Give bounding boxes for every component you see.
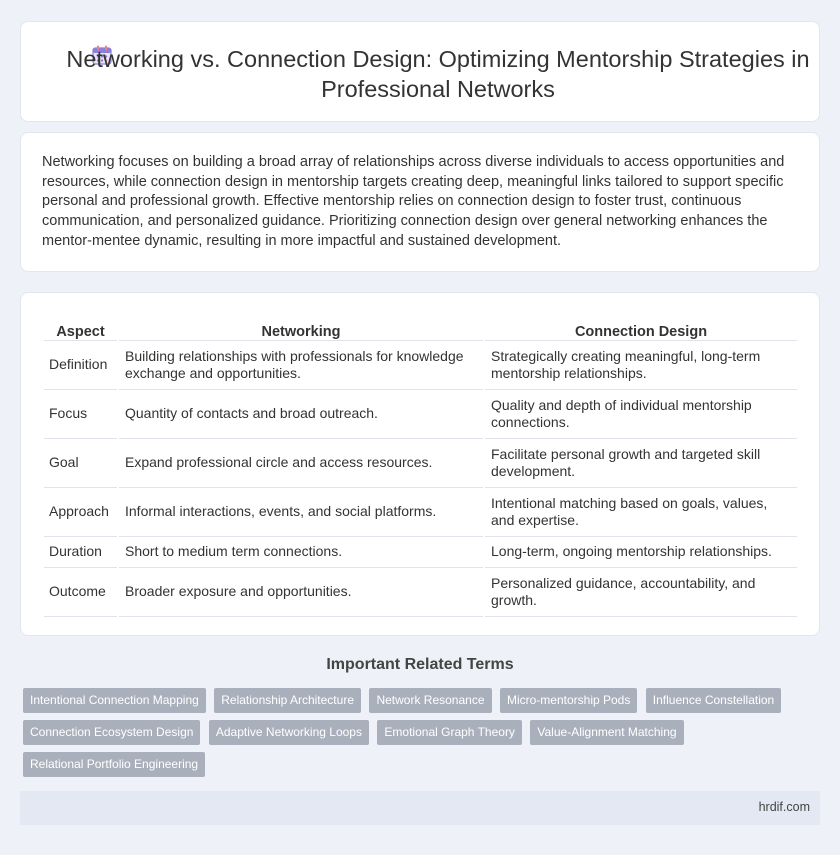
table-row	[44, 568, 797, 617]
cell-aspect: Outcome	[44, 568, 117, 617]
related-term-tag[interactable]: Network Resonance	[369, 688, 491, 713]
table-row	[44, 488, 797, 537]
related-terms-heading: Important Related Terms	[326, 656, 514, 673]
comparison-card	[20, 292, 820, 636]
cell-networking: Building relationships with professionals for knowledge exchange and opportunities.	[119, 341, 483, 390]
related-term-tag[interactable]: Adaptive Networking Loops	[209, 720, 369, 745]
cell-connection-design: Personalized guidance, accountability, and growth.	[485, 568, 797, 617]
related-term-tag[interactable]: Emotional Graph Theory	[377, 720, 522, 745]
related-term-tag[interactable]: Relationship Architecture	[214, 688, 361, 713]
column-header-connection-design: Connection Design	[485, 313, 797, 341]
table-row	[44, 439, 797, 488]
footer	[20, 791, 820, 825]
footer-site-link[interactable]: hrdif.com	[758, 800, 810, 814]
related-term-tag[interactable]: Value-Alignment Matching	[530, 720, 683, 745]
related-term-tag[interactable]: Relational Portfolio Engineering	[23, 752, 205, 777]
cell-connection-design: Strategically creating meaningful, long-term mentorship relationships.	[485, 341, 797, 390]
cell-aspect: Definition	[44, 341, 117, 390]
summary-card	[20, 132, 820, 272]
cell-networking: Informal interactions, events, and social platforms.	[119, 488, 483, 537]
related-term-tag[interactable]: Micro-mentorship Pods	[500, 688, 637, 713]
cell-networking: Short to medium term connections.	[119, 537, 483, 568]
table-header-row	[44, 313, 797, 341]
related-terms-list	[23, 688, 803, 784]
cell-networking: Broader exposure and opportunities.	[119, 568, 483, 617]
cell-aspect: Duration	[44, 537, 117, 568]
cell-networking: Expand professional circle and access resources.	[119, 439, 483, 488]
comparison-table	[42, 313, 799, 617]
related-term-tag[interactable]: Intentional Connection Mapping	[23, 688, 206, 713]
header-card	[20, 21, 820, 122]
column-header-networking: Networking	[119, 313, 483, 341]
cell-connection-design: Intentional matching based on goals, values, and expertise.	[485, 488, 797, 537]
cell-aspect: Focus	[44, 390, 117, 439]
cell-aspect: Goal	[44, 439, 117, 488]
related-term-tag[interactable]: Connection Ecosystem Design	[23, 720, 200, 745]
table-row	[44, 390, 797, 439]
related-term-tag[interactable]: Influence Constellation	[646, 688, 781, 713]
cell-connection-design: Quality and depth of individual mentorship connections.	[485, 390, 797, 439]
cell-connection-design: Long-term, ongoing mentorship relationships.	[485, 537, 797, 568]
column-header-aspect: Aspect	[44, 313, 117, 341]
cell-networking: Quantity of contacts and broad outreach.	[119, 390, 483, 439]
table-row	[44, 537, 797, 568]
cell-connection-design: Facilitate personal growth and targeted skill development.	[485, 439, 797, 488]
table-row	[44, 341, 797, 390]
page-title: Networking vs. Connection Design: Optimizing Mentorship Strategies in Professional Networks	[66, 46, 810, 102]
summary-text: Networking focuses on building a broad array of relationships across diverse individuals to access opportunities and resources, while connection design in mentorship targets creating deep, meaningful links tailored to support specific personal and professional growth. Effective mentorship relies on connection design to foster trust, continuous communication, and personalized guidance. Prioritizing connection design over general networking enhances the mentor-mentee dynamic, resulting in more impactful and sustained development.	[42, 154, 785, 249]
cell-aspect: Approach	[44, 488, 117, 537]
